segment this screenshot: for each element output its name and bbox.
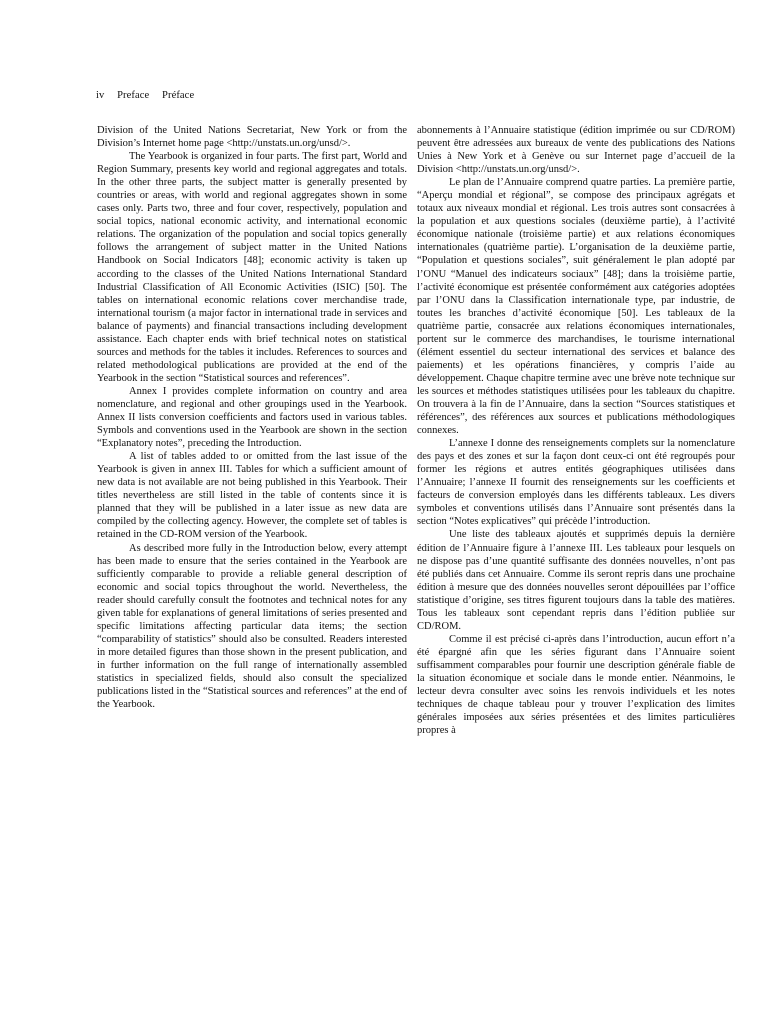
section-title-fr: Préface	[162, 90, 195, 101]
paragraph: Une liste des tableaux ajoutés et supprimés depuis la dernière édition de l’Annuaire figure à l’annexe III. Les tableaux pour lesquels on ne dispose pas d’une quantité suffisante des données nouvelles, n’ont pas été publiés dans cet Annuaire. Comme ils seront repris dans une prochaine édition à mesure que des données nouvelles seront dépouillées par l’office statistique d’origine, ses titres figurent toujours dans la table des matières. Tous les tableaux sont cependant repris dans l’édition publiée sur CD/ROM.	[417, 529, 735, 632]
paragraph: A list of tables added to or omitted from the last issue of the Yearbook is given in annex III. Tables for which a sufficient amount of new data is not available are not being published in this Yearbook. Their titles nevertheless are still listed in the table of contents since it is planned that they will be published in a later issue as new data are compiled by the collecting agency. However, the complete set of tables is retained in the CD-ROM version of the Yearbook.	[97, 451, 407, 541]
paragraph: Annex I provides complete information on country and area nomenclature, and regional and other groupings used in the Yearbook. Annex II lists conversion coefficients and factors used in various tables. Symbols and conventions used in the Yearbook are shown in the section “Explanatory notes”, preceding the Introduction.	[97, 385, 407, 450]
page-number: iv	[96, 90, 105, 101]
paragraph: L’annexe I donne des renseignements complets sur la nomenclature des pays et des zones et sur la façon dont ceux-ci ont été regroupés pour former les régions et autres entités géographiques utilisées dans l’Annuaire; l’annexe II fournit des renseignements sur les coefficients et facteurs de conversion employés dans les différents tableaux. Les divers symboles et conventions utilisés dans l’Annuaire sont présentés dans la section “Notes explicatives” qui précède l’introduction.	[417, 438, 735, 528]
running-header	[96, 90, 204, 101]
paragraph: abonnements à l’Annuaire statistique (édition imprimée ou sur CD/ROM) peuvent être adressées aux bureaux de vente des publications des Nations Unies à New York et à Genève ou sur Internet page d’accueil de la Division <http://unstats.un.org/unsd/>.	[417, 125, 735, 176]
paragraph: Division of the United Nations Secretariat, New York or from the Division’s Internet home page <http://unstats.un.org/unsd/>.	[97, 125, 407, 150]
paragraph: As described more fully in the Introduction below, every attempt has been made to ensure that the series contained in the Yearbook are sufficiently comparable to provide a reliable general description of economic and social topics throughout the world. Nevertheless, the reader should carefully consult the footnotes and technical notes for any given table for explanations of general limitations of series presented and specific limitations affecting particular data items; the section “comparability of statistics” should also be consulted. Readers interested in more detailed figures than those shown in the present publication, and in further information on the full range of internationally assembled statistics in specialized fields, should also consult the specialized publications listed in the “Statistical sources and references” at the end of the Yearbook.	[97, 542, 407, 711]
french-column	[417, 124, 735, 737]
section-title-en: Preface	[117, 90, 150, 101]
paragraph: Comme il est précisé ci-après dans l’introduction, aucun effort n’a été épargné afin que les séries figurant dans l’Annuaire soient suffisamment comparables pour fournir une description générale fiable de la situation économique et sociale dans le monde entier. Néanmoins, le lecteur devra consulter avec soins les renvois individuels et les notes techniques de chaque tableau pour y trouver l’explication des limites générales imposées aux séries présentées et des limites particulières propres à	[417, 633, 735, 737]
paragraph: The Yearbook is organized in four parts. The first part, World and Region Summary, presents key world and regional aggregates and totals. In the other three parts, the subject matter is generally presented by countries or areas, with world and regional aggregates shown in some cases only. Parts two, three and four cover, respectively, population and social topics, national economic activity, and international economic relations. The organization of the population and social topics generally follows the arrangement of subject matter in the United Nations Handbook on Social Indicators [48]; economic activity is taken up according to the classes of the United Nations International Standard Industrial Classification of All Economic Activities (ISIC) [50]. The tables on international economic relations cover merchandise trade, international tourism (a major factor in international trade in services and balance of payments) and financial transactions including development assistance. Each chapter ends with brief technical notes on statistical sources and methods for the tables it includes. References to sources and related methodological publications are provided at the end of the Yearbook in the section “Statistical sources and references”.	[97, 151, 407, 384]
english-column	[97, 124, 407, 711]
paragraph: Le plan de l’Annuaire comprend quatre parties. La première partie, “Aperçu mondial et régional”, se compose des principaux agrégats et totaux aux niveaux mondial et régional. Les trois autres sont consacrées à la population et aux questions sociales (deuxième partie), à l’activité économique nationale (troisième partie) et aux relations économiques internationales (quatrième partie). L’organisation de la deuxième partie, “Population et questions sociales”, suit généralement le plan adopté par l’ONU “Manuel des indicateurs sociaux” [48]; dans la troisième partie, l’activité économique est présentée conformément aux catégories adoptées par l’ONU dans la Classification internationale type, par industrie, de toutes les branches d’activité économique [50]. Les tableaux de la quatrième partie, consacrée aux relations économiques internationales, portent sur le commerce des marchandises, le tourisme international (élément essentiel du secteur international des services et balance des paiements) et les opérations financières, y compris l’aide au développement. Chaque chapitre termine avec une brève note technique sur les sources et méthodes statistiques utilisées pour les tableaux du chapitre. On trouvera à la fin de l’Annuaire, dans la section “Sources statistiques et références”, des références aux sources et publications méthodologiques connexes.	[417, 177, 735, 437]
